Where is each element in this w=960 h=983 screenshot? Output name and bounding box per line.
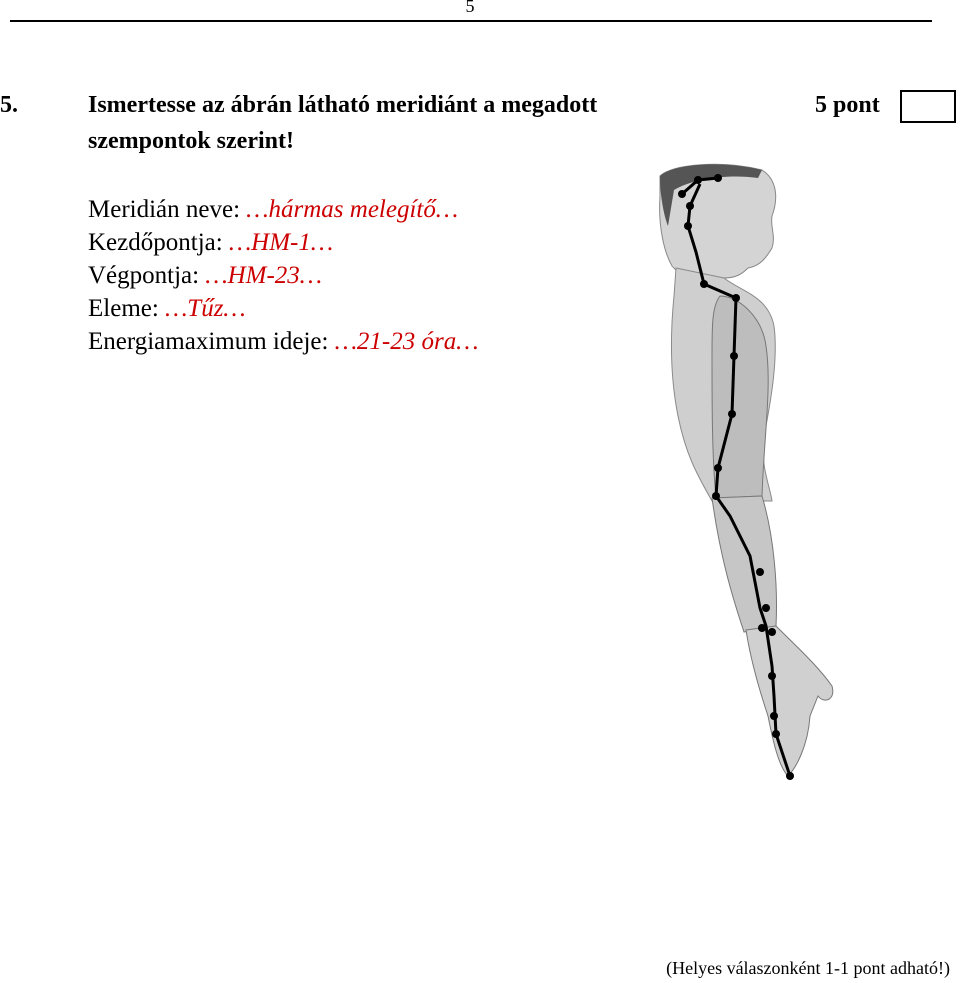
answer-value: …hármas melegítő… [246, 196, 459, 223]
score-box[interactable] [900, 90, 956, 123]
answer-label: Eleme: [88, 295, 166, 322]
task-question-line-1: Ismertesse az ábrán látható meridiánt a megadott [88, 92, 598, 118]
answer-value: …21-23 óra… [334, 328, 479, 355]
meridian-point [768, 628, 776, 636]
meridian-point [732, 294, 740, 302]
body-silhouette [660, 164, 833, 776]
meridian-point [678, 190, 686, 198]
meridian-point [730, 352, 738, 360]
task-points: 5 pont [815, 92, 880, 118]
answer-label: Meridián neve: [88, 196, 247, 223]
answer-value: …Tűz… [165, 295, 246, 322]
answer-row-end-point [88, 259, 478, 292]
meridian-point [762, 604, 770, 612]
answer-list [88, 193, 478, 358]
meridian-point [756, 568, 764, 576]
meridian-point [694, 176, 702, 184]
answer-row-element [88, 292, 478, 325]
answer-value: …HM-23… [205, 262, 323, 289]
meridian-point [712, 492, 720, 500]
meridian-point [772, 730, 780, 738]
meridian-point [758, 624, 766, 632]
answer-row-energy-maximum [88, 325, 478, 358]
meridian-point [786, 772, 794, 780]
meridian-point [770, 712, 778, 720]
meridian-point [714, 174, 722, 182]
task-number: 5. [0, 92, 18, 118]
scoring-note: (Helyes válaszonként 1-1 pont adható!) [666, 958, 950, 978]
meridian-point [684, 222, 692, 230]
task-question-line-2: szempontok szerint! [88, 128, 294, 154]
answer-label: Kezdőpontja: [88, 229, 229, 256]
meridian-point [768, 672, 776, 680]
answer-label: Végpontja: [88, 262, 206, 289]
answer-value: …HM-1… [228, 229, 334, 256]
meridian-figure [612, 156, 870, 798]
page-number: 5 [465, 0, 475, 16]
answer-row-start-point [88, 226, 478, 259]
answer-row-meridian-name [88, 193, 478, 226]
meridian-point [714, 464, 722, 472]
meridian-point [700, 280, 708, 288]
hand-shape [746, 626, 833, 776]
meridian-point [728, 410, 736, 418]
header-rule [10, 20, 932, 22]
meridian-point [686, 202, 694, 210]
answer-label: Energiamaximum ideje: [88, 328, 335, 355]
